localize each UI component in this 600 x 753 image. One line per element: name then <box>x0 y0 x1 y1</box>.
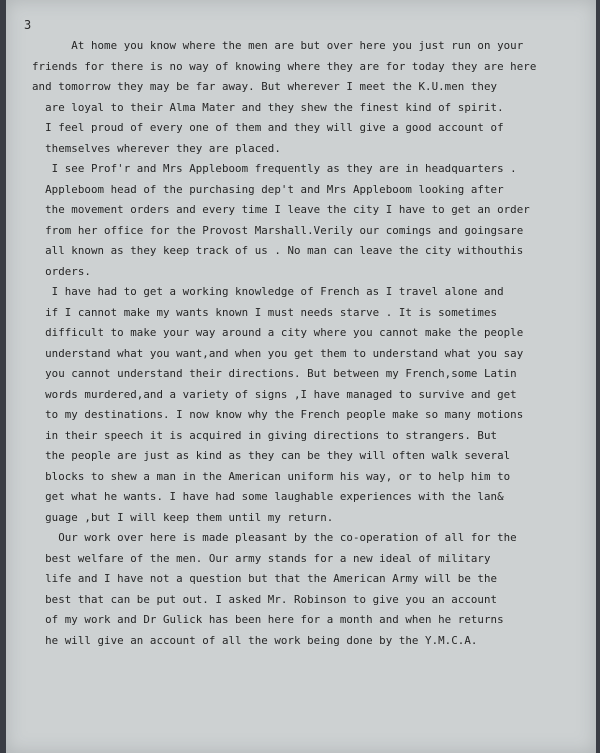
text-line: the movement orders and every time I leave the city I have to get an order <box>32 203 530 216</box>
text-line: difficult to make your way around a city where you cannot make the people <box>32 326 524 339</box>
text-line: blocks to shew a man in the American uniform his way, or to help him to <box>32 469 511 483</box>
text-line: best welfare of the men. Our army stands for a new ideal of military <box>32 551 491 565</box>
text-line: get what he wants. I have had some laughable experiences with the lan& <box>32 490 504 503</box>
text-line: from her office for the Provost Marshall.Verily our comings and goingsare <box>32 223 524 237</box>
text-line: words murdered,and a variety of signs ,I have managed to survive and get <box>32 387 517 401</box>
text-line: Appleboom head of the purchasing dep't and Mrs Appleboom looking after <box>32 182 504 196</box>
text-line: understand what you want,and when you get them to understand what you say <box>32 346 524 360</box>
text-line: in their speech it is acquired in giving directions to strangers. But <box>32 428 498 442</box>
text-line: themselves wherever they are placed. <box>32 141 281 155</box>
text-line: the people are just as kind as they can be they will often walk several <box>32 449 511 462</box>
text-line: he will give an account of all the work being done by the Y.M.C.A. <box>32 633 478 647</box>
text-line: Our work over here is made pleasant by the co-operation of all for the <box>32 531 517 544</box>
text-line: to my destinations. I now know why the French people make so many motions <box>32 408 524 421</box>
text-line: best that can be put out. I asked Mr. Robinson to give you an account <box>32 592 498 606</box>
text-line: I have had to get a working knowledge of French as I travel alone and <box>32 285 504 298</box>
text-line: life and I have not a question but that the American Army will be the <box>32 572 498 585</box>
text-line: orders. <box>32 264 91 278</box>
document-page <box>6 0 596 753</box>
text-line: all known as they keep track of us . No man can leave the city withouthis <box>32 244 524 257</box>
text-line: At home you know where the men are but over here you just run on your <box>32 39 524 52</box>
text-line: I see Prof'r and Mrs Appleboom frequently as they are in headquarters . <box>32 162 517 175</box>
text-line: of my work and Dr Gulick has been here for a month and when he returns <box>32 613 504 626</box>
text-line: are loyal to their Alma Mater and they shew the finest kind of spirit. <box>32 100 504 114</box>
text-line: if I cannot make my wants known I must needs starve . It is sometimes <box>32 305 498 319</box>
text-line: and tomorrow they may be far away. But wherever I meet the K.U.men they <box>32 80 498 93</box>
text-line: guage ,but I will keep them until my return. <box>32 510 334 524</box>
text-line: I feel proud of every one of them and they will give a good account of <box>32 121 504 134</box>
text-line: you cannot understand their directions. But between my French,some Latin <box>32 367 517 380</box>
text-line: friends for there is no way of knowing where they are for today they are here <box>32 59 537 73</box>
page-number: 3 <box>24 18 32 32</box>
letter-body <box>32 36 592 651</box>
